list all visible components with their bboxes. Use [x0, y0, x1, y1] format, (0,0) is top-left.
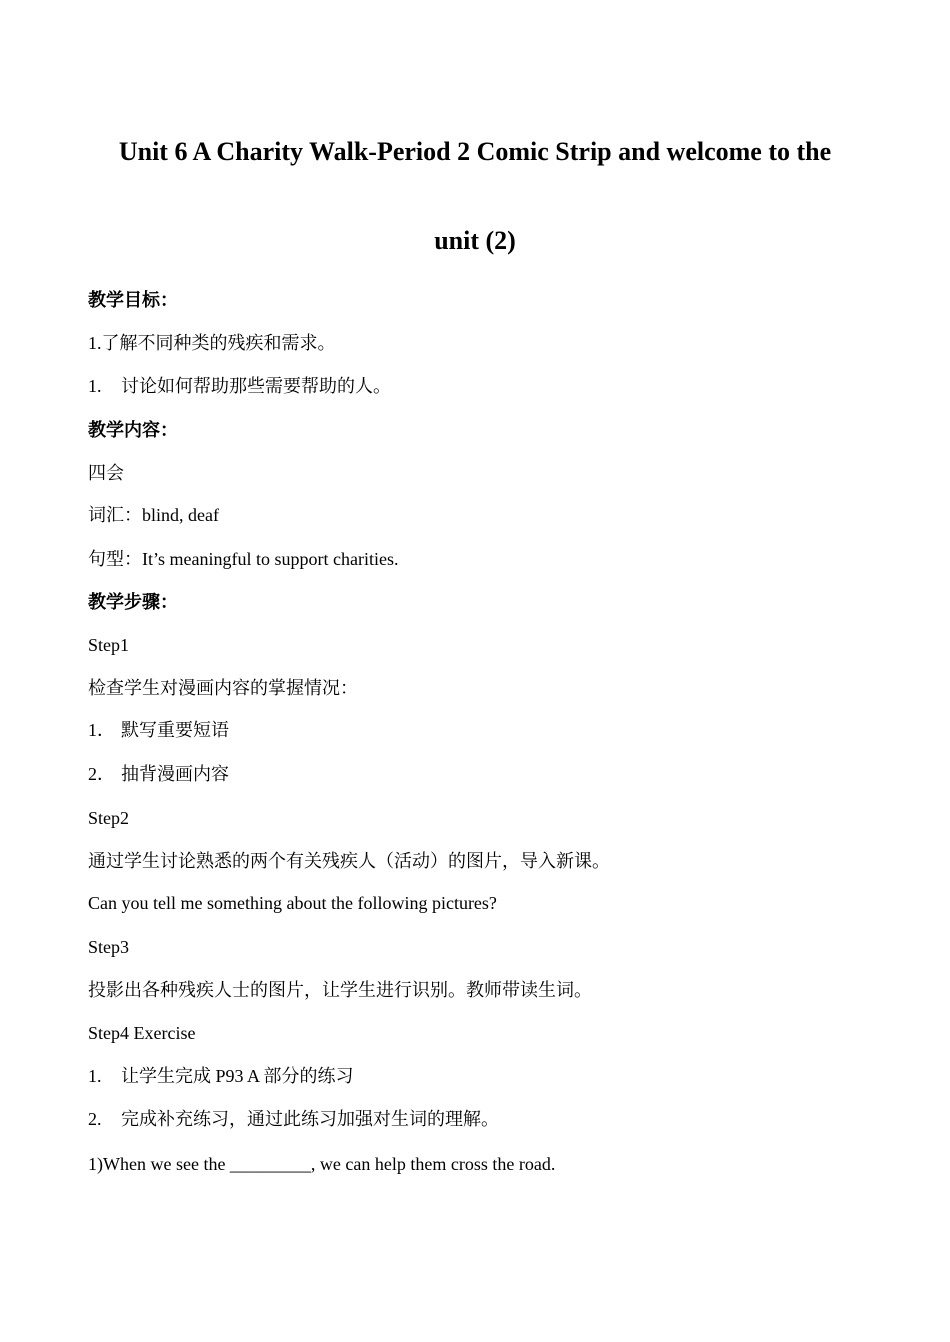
step4-item-1-number: 1. [88, 1066, 102, 1086]
document-title-line-1: Unit 6 A Charity Walk-Period 2 Comic Strip and welcome to the [118, 137, 832, 166]
step1-item-1 [88, 718, 229, 742]
step4-item-2 [88, 1107, 499, 1131]
goal-item-2 [88, 374, 391, 398]
goal-item-2-text: 讨论如何帮助那些需要帮助的人。 [121, 376, 391, 396]
step2-label: Step2 [88, 808, 130, 828]
step1-label: Step1 [88, 635, 130, 655]
content-heading: 教学内容： [88, 420, 178, 440]
step1-description: 检查学生对漫画内容的掌握情况： [88, 678, 358, 698]
step1-item-2 [88, 762, 229, 786]
step3-description: 投影出各种残疾人士的图片，让学生进行识别。教师带读生词。 [88, 980, 592, 1000]
step4-item-2-text: 完成补充练习，通过此练习加强对生词的理解。 [121, 1109, 499, 1129]
goal-item-1: 1.了解不同种类的残疾和需求。 [88, 333, 336, 353]
step2-description: 通过学生讨论熟悉的两个有关残疾人（活动）的图片，导入新课。 [88, 851, 610, 871]
four-skills-label: 四会 [88, 463, 124, 483]
step4-item-2-number: 2. [88, 1109, 102, 1129]
step4-item-1-text: 让学生完成 P93 A 部分的练习 [121, 1066, 354, 1086]
step1-item-1-text: 默写重要短语 [121, 720, 229, 740]
step4-label: Step4 Exercise [88, 1023, 196, 1043]
steps-heading: 教学步骤： [88, 592, 178, 612]
step2-question: Can you tell me something about the following pictures? [88, 893, 497, 913]
vocabulary-line: 词汇：blind, deaf [88, 505, 219, 525]
step1-item-1-number: 1． [88, 720, 115, 740]
exercise-question-1: 1)When we see the _________, we can help them cross the road. [88, 1154, 556, 1174]
step1-item-2-number: 2． [88, 764, 115, 784]
document-title-line-2: unit (2) [434, 226, 516, 255]
step3-label: Step3 [88, 937, 130, 957]
goals-heading: 教学目标： [88, 290, 178, 310]
sentence-pattern-line: 句型：It’s meaningful to support charities. [88, 549, 399, 569]
step1-item-2-text: 抽背漫画内容 [121, 764, 229, 784]
step4-item-1 [88, 1064, 354, 1088]
goal-item-2-number: 1. [88, 376, 102, 396]
